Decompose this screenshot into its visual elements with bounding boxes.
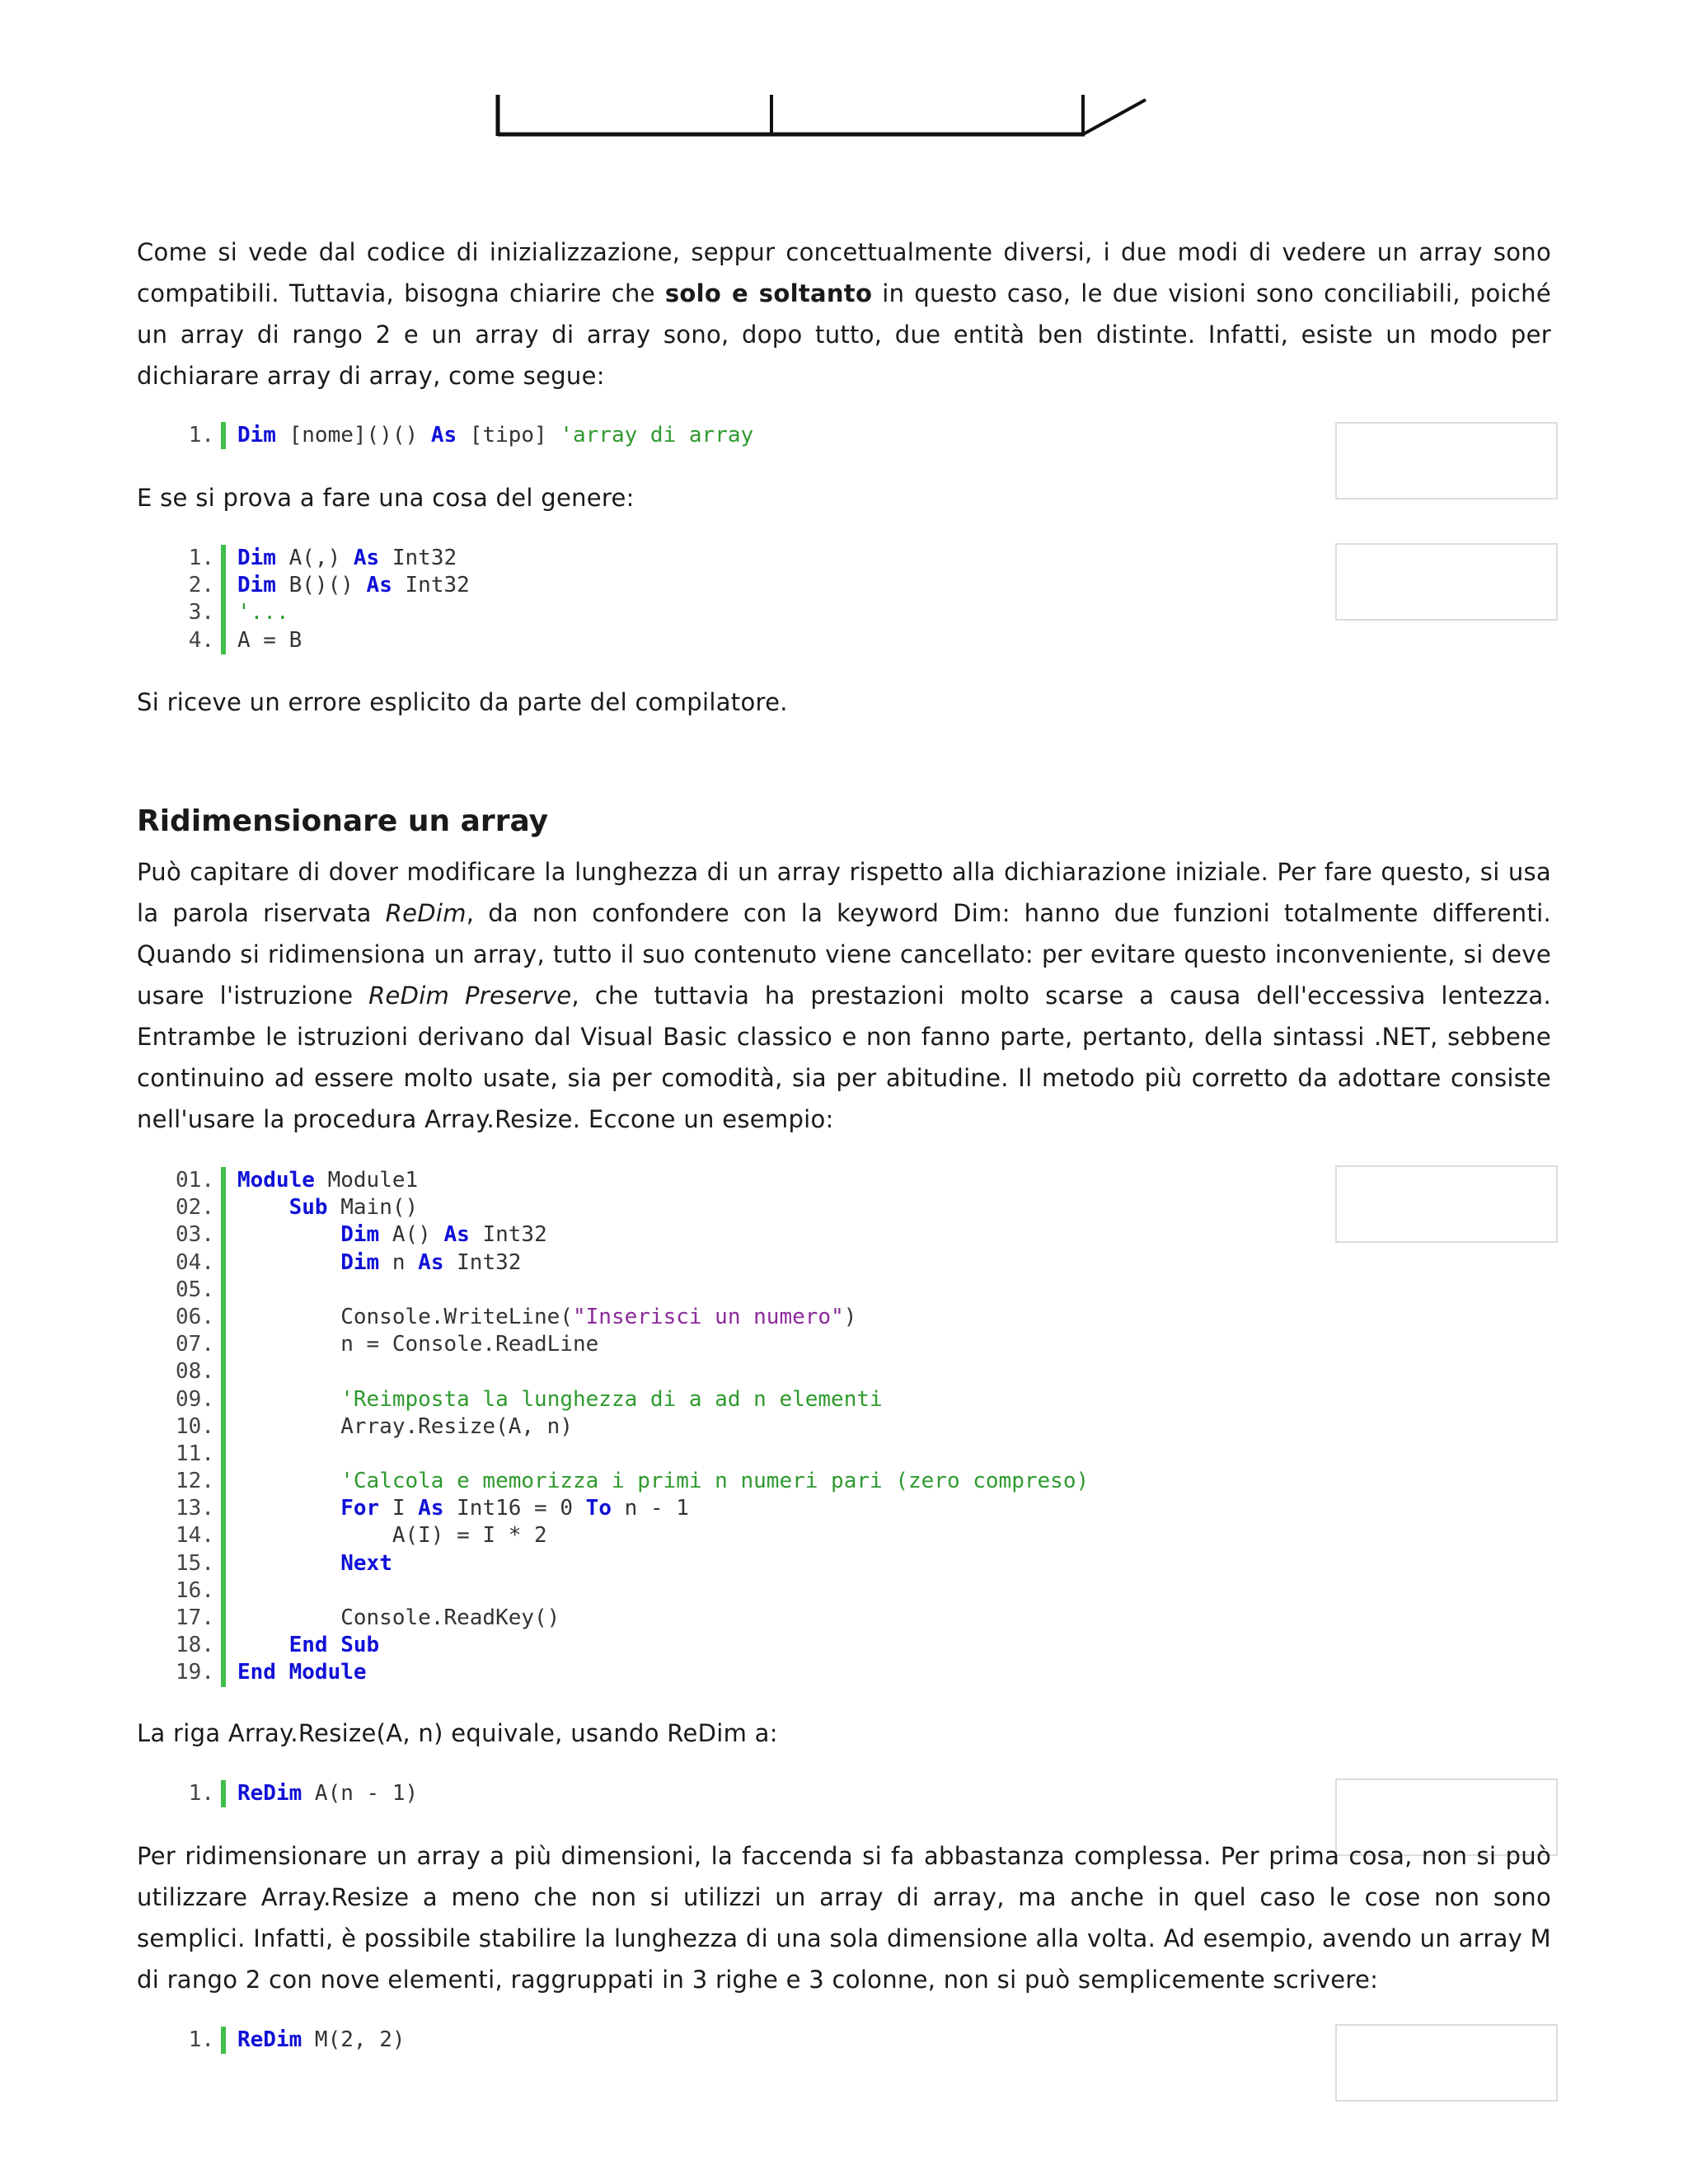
code-token: Int16 = 0 [443, 1496, 586, 1521]
gutter-bar [221, 1468, 226, 1495]
code-keyword: End Module [237, 1660, 367, 1685]
code-text [237, 1331, 598, 1358]
gutter-bar [221, 1358, 226, 1385]
code-line [148, 599, 470, 626]
line-number: 09. [176, 1386, 214, 1412]
line-number: 11. [176, 1441, 214, 1466]
code-comment: 'array di array [560, 423, 754, 448]
code-keyword: Dim [340, 1222, 380, 1248]
code-line [148, 1441, 1089, 1468]
code-token: A = B [237, 627, 302, 653]
code-token [237, 1633, 289, 1657]
code-text [237, 1605, 560, 1632]
paragraph-compiler-error: Si riceve un errore esplicito da parte del compilatore. [137, 688, 788, 716]
code-line [148, 545, 470, 572]
code-keyword: Module [237, 1168, 315, 1193]
code-toolbar-box[interactable] [1335, 2024, 1558, 2102]
gutter-bar [221, 1441, 226, 1468]
code-text [237, 599, 289, 626]
paragraph-example-intro: E se si prova a fare una cosa del genere: [137, 484, 635, 512]
code-text [237, 1468, 1089, 1495]
gutter-bar [221, 1522, 226, 1549]
line-number: 1. [188, 2027, 214, 2052]
gutter-bar [221, 1550, 226, 1577]
code-token: I [379, 1496, 419, 1521]
array-diagram-fragment [495, 95, 1154, 144]
line-number: 01. [176, 1168, 214, 1193]
code-token: Main() [327, 1195, 419, 1221]
code-keyword: End Sub [288, 1633, 380, 1658]
code-token: Int32 [392, 573, 470, 598]
code-toolbar-box[interactable] [1335, 543, 1558, 621]
code-text [237, 1522, 547, 1549]
code-token [237, 1551, 340, 1576]
code-line [148, 1468, 1089, 1495]
gutter-bar [221, 1386, 226, 1413]
code-block [148, 545, 470, 654]
code-line [148, 627, 470, 654]
gutter-bar [221, 572, 226, 599]
code-token [237, 1195, 289, 1220]
code-token: Console.WriteLine( [237, 1304, 573, 1329]
gutter-bar [221, 1605, 226, 1632]
code-line [148, 1522, 1089, 1549]
code-string: "Inserisci un numero" [573, 1304, 844, 1329]
code-line [148, 572, 470, 599]
gutter-bar [221, 1249, 226, 1277]
line-number: 12. [176, 1469, 214, 1494]
italic-term: ReDim Preserve [368, 982, 572, 1010]
code-comment: '... [237, 600, 289, 626]
gutter-bar [221, 1577, 226, 1605]
gutter-bar [221, 1413, 226, 1441]
code-line [148, 1249, 1089, 1277]
code-keyword: As [418, 1496, 444, 1521]
paragraph-text: in questo caso, le due visioni sono conciliabili, poiché un array di rango 2 e un array di array sono, dopo tutto, due entità ben distinte. Infatti, esiste un modo per dichiarare array di array, come segue: [137, 279, 1551, 390]
line-number: 05. [176, 1277, 214, 1302]
code-token: n [379, 1249, 419, 1275]
code-token: A(,) [275, 546, 354, 570]
code-text [237, 1550, 392, 1577]
code-text [237, 1167, 418, 1194]
code-line [148, 1194, 1089, 1221]
line-number: 1. [188, 1781, 214, 1806]
paragraph-multidim-resize: Per ridimensionare un array a più dimensioni, la faccenda si fa abbastanza complessa. Per prima cosa, non si può utilizzare Array.Resize a meno che non si utilizzi un array di array, ma anche in quel caso le cose non sono semplici. Infatti, è possibile stabilire la lunghezza di una sola dimensione alla volta. Ad esempio, avendo un array M di rango 2 con nove elementi, raggruppati in 3 righe e 3 colonne, non si può semplicemente scrivere: [137, 1842, 1551, 1994]
line-number: 06. [176, 1304, 214, 1329]
code-token: Module1 [314, 1168, 419, 1193]
code-text [237, 422, 753, 449]
code-text [237, 1413, 573, 1441]
code-block [148, 2027, 406, 2054]
code-token [237, 1250, 340, 1275]
gutter-bar [221, 1277, 226, 1304]
code-text [237, 1249, 521, 1277]
code-keyword: To [585, 1496, 612, 1521]
line-number: 1. [188, 546, 214, 570]
code-text [237, 1632, 379, 1659]
code-text [237, 1495, 689, 1522]
code-block [148, 1167, 1089, 1687]
paragraph-text: , che tuttavia ha prestazioni molto scarse a causa dell'eccessiva lentezza. Entrambe le istruzioni derivano dal Visual Basic classico e non fanno parte, pertanto, della sintassi .NET, sebbene continuino ad essere molto usate, sia per comodità, sia per abitudine. Il metodo più corretto da adottare consiste nell'usare la procedura Array.Resize. Eccone un esempio: [137, 982, 1551, 1133]
line-number: 04. [176, 1249, 214, 1275]
code-token [237, 1387, 340, 1412]
code-token: [nome]()() [275, 423, 431, 448]
code-token [237, 1469, 340, 1493]
line-number: 13. [176, 1496, 214, 1521]
gutter-bar [221, 1331, 226, 1358]
gutter-bar [221, 1304, 226, 1331]
code-token: Int32 [443, 1249, 522, 1275]
gutter-bar [221, 1495, 226, 1522]
code-keyword: As [366, 573, 392, 598]
gutter-bar [221, 1780, 226, 1807]
code-toolbar-box[interactable] [1335, 1165, 1558, 1243]
code-keyword: As [430, 423, 457, 448]
code-token: A(I) = I * 2 [237, 1523, 547, 1549]
section-heading: Ridimensionare un array [137, 804, 549, 838]
code-keyword: Dim [237, 546, 276, 570]
code-block [148, 422, 753, 449]
code-line [148, 1632, 1089, 1659]
line-number: 2. [188, 573, 214, 598]
code-comment: 'Reimposta la lunghezza di a ad n elementi [340, 1386, 883, 1412]
paragraph-text: , da non confondere con la keyword Dim: hanno due funzioni totalmente differenti. Quando si ridimensiona un array, tutto il suo contenuto viene cancellato: per evitare questo inconveniente, si deve usare l'istruzione [137, 899, 1551, 1010]
bold-emphasis: solo e soltanto [664, 279, 873, 307]
gutter-bar [221, 1632, 226, 1659]
code-keyword: As [443, 1222, 470, 1248]
code-keyword: For [340, 1496, 380, 1521]
gutter-bar [221, 1167, 226, 1194]
code-token: n = Console.ReadLine [237, 1332, 599, 1357]
code-token: M(2, 2) [302, 2027, 406, 2052]
code-keyword: Dim [237, 573, 276, 598]
gutter-bar [221, 1194, 226, 1221]
code-text [237, 1386, 883, 1413]
code-line [148, 1331, 1089, 1358]
line-number: 17. [176, 1605, 214, 1630]
code-keyword: ReDim [237, 1781, 302, 1806]
code-keyword: Dim [237, 423, 276, 448]
code-line [148, 1413, 1089, 1441]
paragraph-text: Come si vede dal codice di inizializzazione, seppur concettualmente diversi, i due modi di vedere un array sono compatibili. Tuttavia, bisogna chiarire che [137, 238, 1551, 307]
gutter-bar [221, 599, 226, 626]
code-token: [tipo] [457, 423, 560, 448]
line-number: 14. [176, 1523, 214, 1549]
code-line [148, 1358, 1089, 1385]
code-token: Console.ReadKey() [237, 1605, 560, 1630]
line-number: 08. [176, 1359, 214, 1385]
code-line [148, 2027, 406, 2054]
code-keyword: As [418, 1249, 444, 1275]
code-line [148, 1780, 418, 1807]
code-text [237, 1221, 547, 1249]
code-text [237, 1304, 856, 1331]
code-line [148, 1277, 1089, 1304]
code-line [148, 1605, 1089, 1632]
code-token: Int32 [469, 1222, 547, 1248]
code-text [237, 1659, 367, 1686]
code-token: ) [843, 1304, 857, 1329]
line-number: 02. [176, 1195, 214, 1221]
code-keyword: Dim [340, 1249, 380, 1275]
gutter-bar [221, 2027, 226, 2054]
line-number: 3. [188, 600, 214, 626]
code-line [148, 422, 753, 449]
line-number: 18. [176, 1633, 214, 1658]
code-text [237, 545, 457, 572]
code-block [148, 1780, 418, 1807]
code-line [148, 1221, 1089, 1249]
line-number: 1. [188, 423, 214, 448]
line-number: 16. [176, 1577, 214, 1603]
code-keyword: Next [340, 1550, 392, 1576]
code-token: n - 1 [611, 1496, 689, 1521]
line-number: 15. [176, 1550, 214, 1576]
code-line [148, 1659, 1089, 1686]
code-text [237, 1780, 418, 1807]
code-token: B()() [275, 573, 367, 598]
code-comment: 'Calcola e memorizza i primi n numeri pari (zero compreso) [340, 1469, 1090, 1494]
code-text [237, 2027, 406, 2054]
code-line [148, 1495, 1089, 1522]
italic-term: ReDim [385, 899, 467, 927]
code-line [148, 1577, 1089, 1605]
line-number: 07. [176, 1332, 214, 1357]
code-token: Array.Resize(A, n) [237, 1413, 573, 1439]
code-token [237, 1496, 340, 1521]
line-number: 4. [188, 627, 214, 653]
code-token: Int32 [379, 546, 457, 570]
code-text [237, 627, 302, 654]
code-line [148, 1304, 1089, 1331]
code-token [237, 1222, 340, 1247]
paragraph-resize-equivalent: La riga Array.Resize(A, n) equivale, usando ReDim a: [137, 1719, 778, 1747]
line-number: 03. [176, 1222, 214, 1248]
gutter-bar [221, 422, 226, 449]
code-line [148, 1550, 1089, 1577]
code-token: A() [379, 1222, 444, 1248]
code-text [237, 572, 470, 599]
paragraph-redim-intro [137, 851, 1551, 1140]
line-number: 10. [176, 1413, 214, 1439]
gutter-bar [221, 1659, 226, 1686]
code-text [237, 1194, 418, 1221]
line-number: 19. [176, 1660, 214, 1685]
code-token: A(n - 1) [302, 1781, 419, 1806]
gutter-bar [221, 545, 226, 572]
gutter-bar [221, 627, 226, 654]
code-line [148, 1386, 1089, 1413]
code-keyword: As [353, 546, 380, 570]
paragraph-array-compatibility [137, 232, 1551, 396]
code-keyword: ReDim [237, 2027, 302, 2052]
code-line [148, 1167, 1089, 1194]
gutter-bar [221, 1221, 226, 1249]
code-keyword: Sub [288, 1195, 328, 1221]
paragraph-text: Può capitare di dover modificare la lunghezza di un array rispetto alla dichiarazione iniziale. Per fare questo, si usa la parola riservata [137, 858, 1551, 927]
